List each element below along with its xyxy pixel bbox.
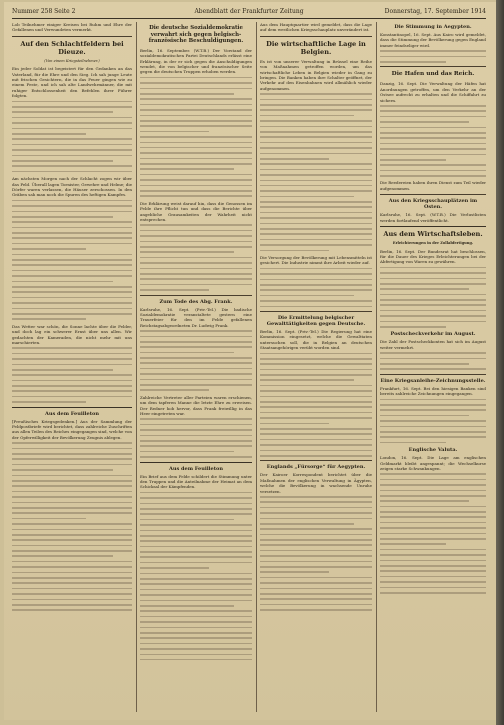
article-paragraph: Am nächsten Morgen nach der Schlacht zogen wir über das Feld. Überall lagen Tornister, Gewehre und Helme; die Dörfer waren verlassen, die Häuser zerschossen. In den Gräben sah man noch die Spuren des heftigen Kampfes. (12, 176, 132, 198)
headline-aegypten: Englands „Fürsorge“ für Aegypten. (266, 464, 366, 471)
book-binding-edge (496, 0, 504, 725)
article-paragraph: Ein jeder Soldat ist begeistert für den Gedanken an das Vaterland, für die Ehre und den Sieg. Ich sah junge Leute mit frischen Gesichtern, die in das Feuer gingen wie zu einem Feste, und ich sah alte Landwehrmänner, die mit ruhiger Entschlossenheit den Befehlen ihrer Führer folgten. (12, 66, 132, 99)
article-paragraph: Konstantinopel, 16. Sept. Aus Kairo wird gemeldet, dass die Stimmung der Bevölkerung gegen England immer feindseliger wird. (380, 32, 486, 48)
headline-wirtschaftsleben: Aus dem Wirtschaftsleben. (383, 230, 483, 239)
column-rule (136, 22, 137, 712)
article-paragraph: Berlin, 16. Sept. (Priv.-Tel.) Die Regierung hat eine Kommission eingesetzt, welche die Gewalttaten untersuchen soll, die in Belgien an deutschen Staatsangehörigen verübt worden sind. (260, 328, 372, 351)
headline-dieuze: Auf den Schlachtfeldern bei Dieuze. (20, 39, 124, 56)
column-4 (380, 22, 486, 717)
text-lines (12, 442, 132, 611)
headline-ermittelung: Die Ermittelung belgischer Gewalttätigkeiten gegen Deutsche. (266, 314, 366, 327)
column-rule (256, 22, 257, 712)
headline-osten: Aus den Kriegsschauplätzen im Osten. (388, 198, 478, 211)
text-lines (380, 399, 486, 444)
byline: (Von einem Kriegsteilnehmer.) (44, 58, 100, 63)
text-lines (140, 224, 252, 290)
text-lines (380, 50, 486, 62)
article-paragraph: Die Versorgung der Bevölkerung mit Lebensmitteln ist gesichert. Die Industrie nimmt ihre Arbeit wieder auf. (260, 254, 372, 266)
headline-hafen: Die Hafen und das Reich. (391, 71, 475, 78)
text-lines (140, 492, 252, 661)
newspaper-page (4, 2, 496, 720)
text-lines (140, 418, 252, 457)
article-paragraph: Das Wetter war schön, die Sonne lachte über die Felder, und doch lag ein schwerer Ernst über uns allen. Wir gedachten der Kameraden, die nicht mehr mit uns marschierten. (12, 323, 132, 345)
article-paragraph: Aus dem Hauptquartier wird gemeldet, dass die Lage auf dem westlichen Kriegsschauplatz unverändert ist. (260, 22, 372, 33)
text-lines (12, 347, 132, 403)
column-3 (260, 22, 372, 717)
page-number: Nummer 258 Seite 2 (12, 8, 76, 15)
headline-frank: Zum Tode des Abg. Frank. (159, 298, 233, 305)
article-paragraph: Karlsruhe, 16. Sept. (Priv.-Tel.) Die badische Sozialdemokratie veranstaltete gestern eine Trauerfeier für den im Felde gefallenen Reichstagsabgeordneten Dr. Ludwig Frank. (140, 306, 252, 328)
feuilleton-heading: Aus dem Feuilleton (168, 465, 224, 472)
column-1 (12, 22, 132, 717)
article-paragraph: [Preußisches Kriegsgedenken.] Aus der Sammlung der Feldpostbriefe wird berichtet, dass zahlreiche Zuschriften aus allen Teilen des Reiches eingegangen sind, welche von der Opferwilligkeit der Bevölkerung Zeugnis ablegen. (12, 418, 132, 440)
text-lines (260, 268, 372, 307)
article-paragraph: Es ist von unserer Verwaltung in Brüssel eine Reihe von Maßnahmen getroffen worden, um das wirtschaftliche Leben in Belgien wieder in Gang zu bringen. Die Banken haben ihre Schalter geöffnet, der Verkehr auf den Eisenbahnen wird allmählich wieder aufgenommen. (260, 58, 372, 91)
headline-sozialdemokratie: Die deutsche Sozialdemokratie verwahrt sich gegen belgisch-französische Beschuldigungen. (148, 25, 244, 45)
text-lines (12, 101, 132, 173)
text-lines (140, 330, 252, 391)
article-paragraph: Die Zahl der Postscheckkonten hat sich im August weiter vermehrt. (380, 339, 486, 350)
article-paragraph: Die Reedereien haben ihren Dienst zum Teil wieder aufgenommen. (380, 180, 486, 191)
text-lines (12, 200, 132, 320)
headline-valuta: Englische Valuta. (408, 447, 458, 454)
article-paragraph: Danzig, 16. Sept. Die Verwaltung der Häfen hat Anordnungen getroffen, um den Verkehr an der Ostsee aufrecht zu erhalten und die Schiffahrt zu sichern. (380, 81, 486, 103)
text-lines (260, 496, 372, 611)
column-2 (140, 22, 252, 717)
headline-stimmung: Die Stimmung in Aegypten. (394, 24, 472, 30)
headline-postscheck: Postscheckverkehr im August. (390, 331, 476, 338)
headline-belgien: Die wirtschaftliche Lage in Belgien. (266, 39, 366, 56)
text-lines (260, 93, 372, 251)
newspaper-title: Abendblatt der Frankfurter Zeitung (194, 8, 304, 15)
text-lines (380, 105, 486, 177)
intro-text: Lob Teilnehmer einiger Kreisen bei Ruhm und Ehre der Gefallenen und Verwundeten vermerkt. (12, 22, 132, 33)
issue-date: Donnerstag, 17. September 1914 (384, 8, 486, 15)
article-paragraph: Karlsruhe, 16. Sept. (W.T.B.) Die Verlustlisten werden fortlaufend veröffentlicht. (380, 212, 486, 223)
article-paragraph: London, 16. Sept. Die Lage am englischen Geldmarkt bleibt angespannt; die Wechselkurse zeigen starke Schwankungen. (380, 455, 486, 471)
masthead (12, 6, 486, 19)
text-lines (260, 353, 372, 457)
text-lines (140, 77, 252, 197)
article-paragraph: Ein Brief aus dem Felde schildert die Stimmung unter den Truppen und die Anteilnahme der Heimat an dem Schicksal der Kämpfenden. (140, 473, 252, 490)
text-lines (380, 267, 486, 328)
headline-kriegsanleihe: Eine Kriegsanleihe-Zeichnungsstelle. (380, 377, 486, 384)
article-paragraph: Frankfurt, 16. Sept. Bei den hiesigen Banken sind bereits zahlreiche Zeichnungen eingegangen. (380, 385, 486, 397)
article-paragraph: Der Kairoer Korrespondent berichtet über die Maßnahmen der englischen Verwaltung in Ägypten, welche die Bevölkerung in wachsende Unruhe versetzen. (260, 472, 372, 494)
subheading-zoll: Erleichterungen in der Zollabfertigung. (392, 241, 474, 246)
article-paragraph: Berlin, 16. Sept. Der Bundesrat hat beschlossen, für die Dauer des Krieges Erleichterungen bei der Abfertigung von Waren zu gewähren. (380, 248, 486, 265)
text-lines (380, 352, 486, 370)
text-lines (380, 473, 486, 593)
column-rule (376, 22, 377, 712)
article-paragraph: Berlin, 16. September. (W.T.B.) Der Vorstand der sozialdemokratischen Partei Deutschlands erlässt eine Erklärung, in der er sich gegen die Anschuldigungen wendet, die von belgischer und französischer Seite gegen die deutschen Truppen erhoben werden. (140, 47, 252, 75)
feuilleton-heading: Aus dem Feuilleton (44, 410, 100, 417)
article-paragraph: Die Erklärung weist darauf hin, dass die Genossen im Felde ihre Pflicht tun und dass die Berichte über angebliche Grausamkeiten der Wahrheit nicht entsprechen. (140, 200, 252, 223)
article-paragraph: Zahlreiche Vertreter aller Parteien waren erschienen, um dem tapferen Manne die letzte Ehre zu erweisen. Der Redner hob hervor, dass Frank freiwillig in das Heer eingetreten war. (140, 394, 252, 417)
